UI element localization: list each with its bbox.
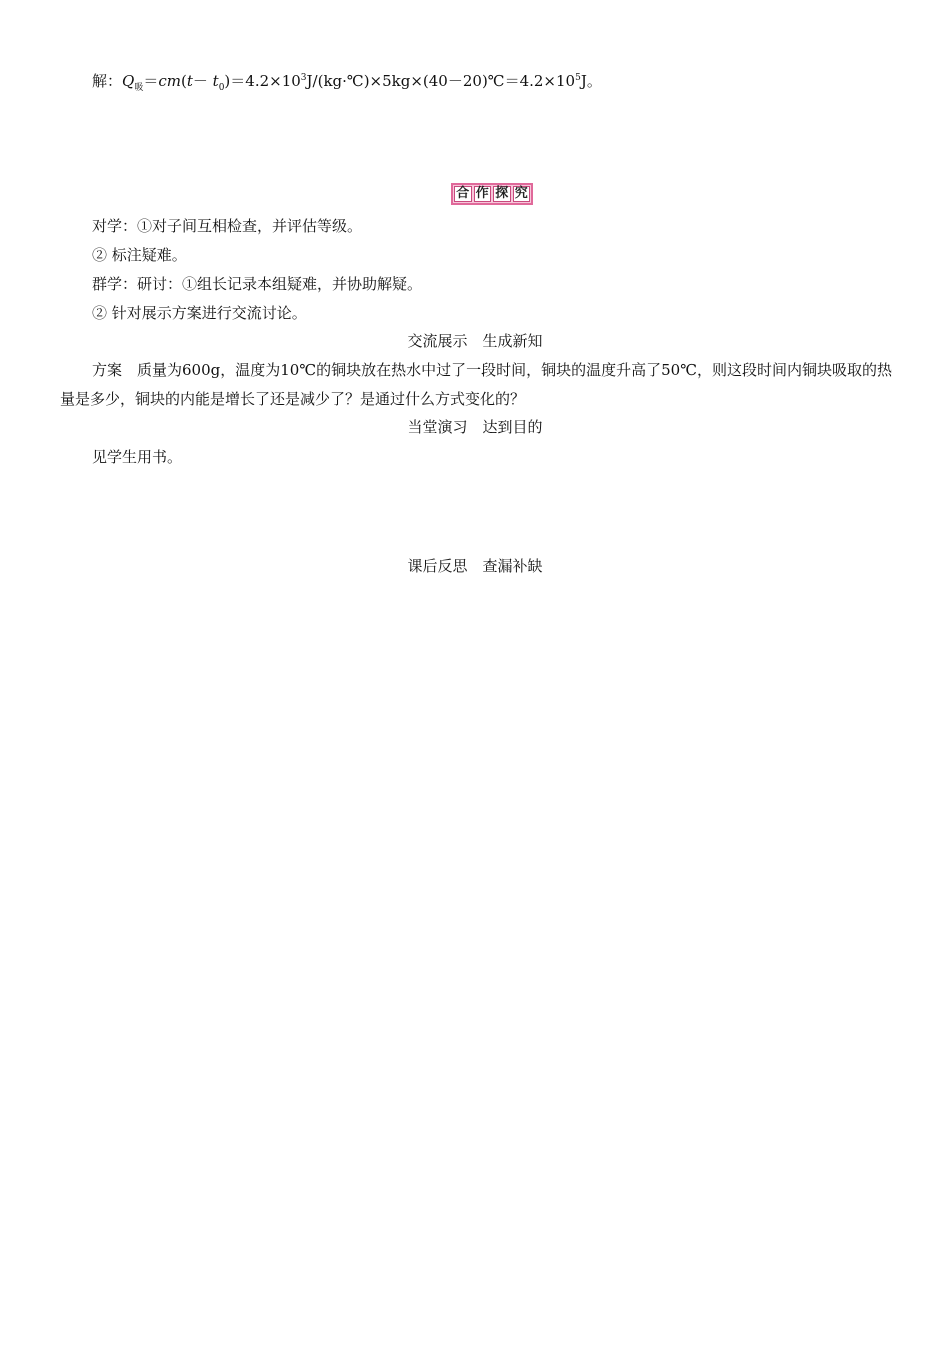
solution-line xyxy=(92,71,602,91)
symbol-q: Q xyxy=(122,72,135,90)
group-study-line-2: ② 针对展示方案进行交流讨论。 xyxy=(92,304,307,322)
banner-char-2: 作 xyxy=(474,186,492,202)
banner-char-4: 究 xyxy=(513,186,531,202)
minus-sign: － xyxy=(192,72,213,90)
solution-part-1: )＝4.2×10 xyxy=(224,72,301,90)
practice-text: 见学生用书。 xyxy=(92,448,183,466)
exponent-1: 3 xyxy=(300,73,307,83)
section-heading-reflect: 课后反思 查漏补缺 xyxy=(407,557,543,575)
cooperative-inquiry-banner xyxy=(451,183,533,205)
banner-char-1: 合 xyxy=(454,186,472,202)
solution-part-2: J/(kg·℃)×5kg×(40－20)℃＝4.2×10 xyxy=(306,72,576,90)
group-study-line-1: 群学：研讨：①组长记录本组疑难，并协助解疑。 xyxy=(92,275,423,293)
pair-study-line-2: ② 标注疑难。 xyxy=(92,246,187,264)
plan-paragraph: 方案 质量为600g，温度为10℃的铜块放在热水中过了一段时间，铜块的温度升高了50℃，则这段时间内铜块吸取的热量是多少，铜块的内能是增长了还是减少了？是通过什么方式变化的？ xyxy=(60,361,892,408)
banner-char-3: 探 xyxy=(493,186,511,202)
symbol-t0-subscript: 0 xyxy=(218,83,225,93)
symbol-q-subscript: 吸 xyxy=(134,83,144,93)
pair-study-line-1: 对学：①对子间互相检查，并评估等级。 xyxy=(92,217,363,235)
symbol-cm: cm xyxy=(158,72,181,90)
symbol-t0: t xyxy=(212,72,219,90)
exponent-2: 5 xyxy=(575,73,581,83)
equals-sign: ＝ xyxy=(143,72,159,90)
section-heading-practice: 当堂演习 达到目的 xyxy=(407,418,543,436)
section-heading-exchange: 交流展示 生成新知 xyxy=(407,332,543,350)
paren-open: ( xyxy=(180,72,187,90)
solution-label: 解： xyxy=(92,72,123,90)
symbol-t: t xyxy=(186,72,193,90)
solution-part-3: J。 xyxy=(580,72,602,90)
